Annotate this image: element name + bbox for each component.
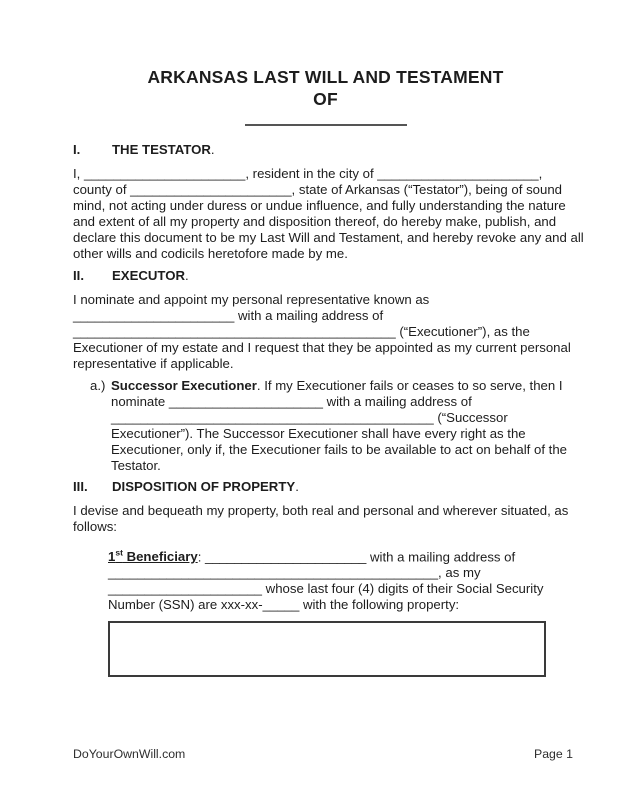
beneficiary-label-text: Beneficiary — [122, 549, 198, 565]
section-label: THE TESTATOR — [112, 142, 211, 157]
clause-lead-rest: . If my Executioner fails or ceases to so serve, then I — [256, 378, 563, 393]
section-heading-disposition — [73, 479, 578, 495]
section-number: I. — [73, 142, 81, 157]
clause-title: Successor Executioner — [111, 378, 257, 393]
section-period: . — [295, 479, 299, 494]
text-line: Number (SSN) are xxx-xx-_____ with the following property: — [108, 597, 460, 613]
executor-paragraph — [73, 292, 578, 372]
beneficiary-ordinal-suffix: st — [115, 548, 123, 558]
page-footer — [73, 746, 573, 762]
text-line — [111, 378, 578, 394]
text-line: ____________________________________________ (“Executioner”), as the — [73, 324, 530, 339]
disposition-paragraph — [73, 503, 578, 535]
text-line: declare this document to be my Last Will and Testament, and hereby revoke any and all — [73, 230, 584, 245]
text-line: ______________________ with a mailing address of — [73, 308, 384, 323]
text-line: I nominate and appoint my personal representative known as — [73, 292, 430, 307]
text-line: Executioner, only if, the Executioner fails to be available to act on behalf of the — [111, 442, 567, 457]
text-line: nominate _____________________ with a mailing address of — [111, 394, 472, 409]
text-line: _____________________________________________, as my — [108, 565, 481, 581]
property-description-box — [108, 621, 546, 677]
text-line: other wills and codicils heretofore made by me. — [73, 246, 348, 261]
section-label: EXECUTOR — [112, 268, 186, 283]
section-label: DISPOSITION OF PROPERTY — [112, 479, 296, 494]
successor-executioner-clause — [73, 378, 578, 474]
text-line — [108, 545, 578, 565]
testator-name-blank-line — [245, 124, 407, 126]
beneficiary-ordinal-number: 1 — [108, 549, 116, 565]
section-number: III. — [73, 479, 88, 494]
document-title-line1: ARKANSAS LAST WILL AND TESTAMENT — [147, 67, 504, 87]
section-heading-testator — [73, 142, 578, 158]
beneficiary-colon: : — [197, 549, 206, 565]
beneficiary-label — [108, 549, 198, 564]
first-beneficiary-clause — [108, 545, 578, 613]
text-line: representative if applicable. — [73, 356, 234, 371]
text-line: Executioner of my estate and I request that they be appointed as my current personal — [73, 340, 571, 355]
text-line: mind, not acting under duress or undue influence, and fully understanding the nature — [73, 198, 566, 213]
text-line: ____________________________________________ (“Successor — [111, 410, 508, 425]
text-line: Testator. — [111, 458, 161, 473]
text-line: _____________________ whose last four (4) digits of their Social Security — [108, 581, 544, 597]
document-title — [73, 66, 578, 110]
testator-paragraph — [73, 166, 584, 262]
section-period: . — [185, 268, 189, 283]
text-line: county of ______________________, state of Arkansas (“Testator”), being of sound — [73, 182, 563, 197]
section-heading-executor — [73, 268, 578, 284]
clause-label: a.) — [90, 378, 106, 393]
text-line: I devise and bequeath my property, both real and personal and wherever situated, as — [73, 503, 569, 518]
text-line: Executioner”). The Successor Executioner shall have every right as the — [111, 426, 526, 441]
footer-page-number: Page 1 — [534, 747, 573, 761]
beneficiary-line1-rest: ______________________ with a mailing address of — [205, 549, 516, 565]
text-line: follows: — [73, 519, 117, 534]
text-line: and extent of all my property and disposition thereof, do hereby make, publish, and — [73, 214, 557, 229]
footer-website: DoYourOwnWill.com — [73, 747, 186, 761]
section-number: II. — [73, 268, 84, 283]
section-period: . — [210, 142, 215, 157]
document-title-line2: OF — [313, 89, 338, 109]
text-line: I, ______________________, resident in the city of ______________________, — [73, 166, 543, 181]
